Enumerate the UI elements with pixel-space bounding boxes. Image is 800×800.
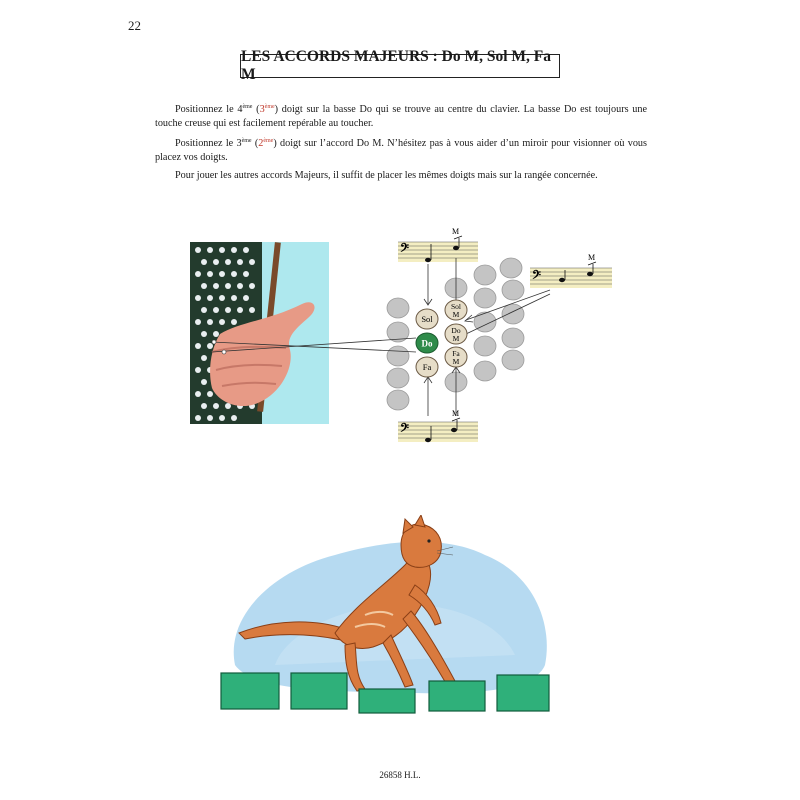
finger-pointer-lines xyxy=(210,330,430,370)
button-fa-major xyxy=(445,347,467,367)
svg-text:M: M xyxy=(452,334,460,343)
staff-marker-right: M xyxy=(588,253,596,262)
page-title: LES ACCORDS MAJEURS : Do M, Sol M, Fa M xyxy=(240,54,560,78)
svg-text:Sol: Sol xyxy=(450,302,462,311)
button-do-major xyxy=(445,324,467,344)
svg-text:Fa: Fa xyxy=(422,362,432,372)
paragraph-3: Pour jouer les autres accords Majeurs, il suffit de placer les mêmes doigts mais sur la rangée concernée. xyxy=(175,170,598,181)
bass-clef-icon: 𝄢 xyxy=(400,243,410,258)
bass-clef-icon: 𝄢 xyxy=(532,270,542,285)
staff-marker-bottom: M xyxy=(452,409,460,418)
button-sol-major xyxy=(445,300,467,320)
svg-text:Do: Do xyxy=(451,326,461,335)
footer-catalog-number: 26858 H.L. xyxy=(379,770,421,780)
paragraph-2: Positionnez le 3ème (2ème) doigt sur l’accord Do M. N’hésitez pas à vous aider d’un miroir pour visionner où vous placez vos doigts. xyxy=(155,138,647,163)
svg-text:M: M xyxy=(452,310,460,319)
svg-text:M: M xyxy=(452,357,460,366)
svg-text:Do: Do xyxy=(421,338,433,349)
bass-clef-icon: 𝄢 xyxy=(400,423,410,438)
staff-bottom xyxy=(398,409,478,442)
page-number: 22 xyxy=(128,18,141,33)
svg-text:Sol: Sol xyxy=(421,314,433,324)
svg-text:Fa: Fa xyxy=(452,349,460,358)
button-sol-bass xyxy=(416,309,438,329)
cat-illustration xyxy=(215,515,555,715)
staff-top xyxy=(398,227,478,262)
paragraph-1: Positionnez le 4ème (3ème) doigt sur la basse Do qui se trouve au centre du clavier. La basse Do est toujours une touche creuse qui est facilement repérable au toucher. xyxy=(155,104,647,129)
staff-right xyxy=(530,253,612,288)
staff-marker-top: M xyxy=(452,227,460,236)
